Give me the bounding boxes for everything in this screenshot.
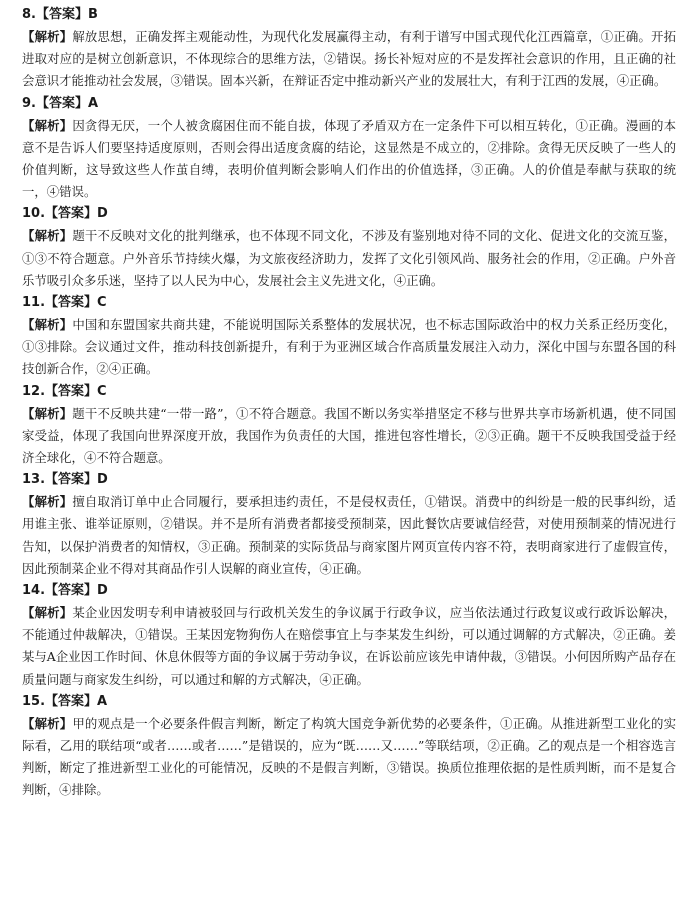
analysis-paragraph: [22, 602, 676, 691]
answer-line: 15.【答案】A: [22, 693, 108, 709]
analysis-tag: 【解析】: [22, 405, 73, 421]
analysis-paragraph: [22, 115, 676, 204]
answer-line: 12.【答案】C: [22, 383, 107, 399]
analysis-paragraph: [22, 225, 676, 292]
analysis-text: 擅自取消订单中止合同履行，要承担违约责任，不是侵权责任，①错误。消费中的纠纷是一般的民事纠纷，适用谁主张、谁举证原则，②错误。并不是所有消费者都接受预制菜，因此餐饮店要诚信经营，对使用预制菜的情况进行告知，以保护消费者的知情权，③正确。预制菜的实际货品与商家图片网页宣传内容不符，表明商家进行了虚假宣传，因此预制菜企业不得对其商品作引人误解的商业宣传，④正确。: [22, 494, 677, 576]
question-10: [22, 203, 676, 292]
analysis-paragraph: [22, 491, 676, 580]
analysis-tag: 【解析】: [22, 715, 73, 731]
analysis-text: 某企业因发明专利申请被驳回与行政机关发生的争议属于行政争议，应当依法通过行政复议或行政诉讼解决，不能通过仲裁解决，①错误。王某因宠物狗伤人在赔偿事宜上与李某发生纠纷，可以通过调解的方式解决，②正确。姜某与A企业因工作时间、休息休假等方面的争议属于劳动争议，在诉讼前应该先申请仲裁，③错误。小何因所购产品存在质量问题与商家发生纠纷，可以通过和解的方式解决，④正确。: [22, 605, 677, 687]
answer-line: 10.【答案】D: [22, 206, 108, 222]
analysis-text: 中国和东盟国家共商共建，不能说明国际关系整体的发展状况，也不标志国际政治中的权力关系正经历变化，①③排除。会议通过文件，推动科技创新提升，有利于为亚洲区域合作高质量发展注入动力，深化中国与东盟各国的科技创新合作，②④正确。: [22, 317, 677, 377]
question-14: [22, 580, 676, 691]
answer-line: 9.【答案】A: [22, 95, 99, 111]
question-8: [22, 4, 676, 93]
analysis-text: 因贪得无厌，一个人被贪腐困住而不能自拔，体现了矛盾双方在一定条件下可以相互转化，①正确。漫画的本意不是告诉人们要坚持适度原则，否则会得出适度贪腐的结论，这显然是不成立的，②排除。贪得无厌反映了一些人的价值判断，这导致这些人作茧自缚，表明价值判断会影响人们作出的价值选择，③正确。人的价值是奉献与获取的统一，④错误。: [22, 117, 677, 200]
analysis-paragraph: [22, 314, 676, 381]
analysis-tag: 【解析】: [22, 317, 73, 333]
analysis-tag: 【解析】: [22, 494, 73, 510]
analysis-text: 解放思想，正确发挥主观能动性，为现代化发展赢得主动，有利于谱写中国式现代化江西篇章，①正确。开拓进取对应的是树立创新意识，不体现综合的思维方法，②错误。扬长补短对应的不是发挥社会意识的作用，且正确的社会意识才能推动社会发展，③错误。固本兴新，在辩证否定中推动新兴产业的发展壮大，有利于江西的发展，④正确。: [22, 29, 677, 89]
question-12: [22, 381, 676, 470]
question-15: [22, 691, 676, 802]
answer-line: 13.【答案】D: [22, 472, 108, 488]
analysis-text: 题干不反映共建“一带一路”，①不符合题意。我国不断以务实举措坚定不移与世界共享市场新机遇，使不同国家受益，体现了我国向世界深度开放，我国作为负责任的大国，推进包容性增长，②③正确。题干不反映我国受益于经济全球化，④不符合题意。: [22, 405, 677, 466]
analysis-tag: 【解析】: [22, 29, 73, 44]
analysis-paragraph: [22, 26, 676, 93]
analysis-tag: 【解析】: [22, 228, 73, 244]
question-9: [22, 93, 676, 204]
answer-line: 8.【答案】B: [22, 7, 98, 22]
analysis-text: 题干不反映对文化的批判继承，也不体现不同文化，不涉及有鉴别地对待不同的文化、促进文化的交流互鉴，①③不符合题意。户外音乐节持续火爆，为文旅夜经济助力，发挥了文化引领风尚、服务社会的作用，②正确。户外音乐节吸引众多乐迷，坚持了以人民为中心，发展社会主义先进文化，④正确。: [22, 228, 677, 288]
answer-line: 11.【答案】C: [22, 295, 107, 311]
analysis-paragraph: [22, 403, 676, 470]
analysis-text: 甲的观点是一个必要条件假言判断，断定了构筑大国竞争新优势的必要条件，①正确。从推进新型工业化的实际看，乙用的联结项“或者……或者……”是错误的，应为“既……又……”等联结项，②正确。乙的观点是一个相容选言判断，断定了推进新型工业化的可能情况，反映的不是假言判断，③错误。换质位推理依据的是性质判断，而不是复合判断，④排除。: [22, 715, 677, 798]
analysis-tag: 【解析】: [22, 117, 73, 133]
answer-line: 14.【答案】D: [22, 583, 108, 599]
question-11: [22, 292, 676, 381]
analysis-paragraph: [22, 713, 676, 802]
question-13: [22, 469, 676, 580]
analysis-tag: 【解析】: [22, 605, 73, 621]
